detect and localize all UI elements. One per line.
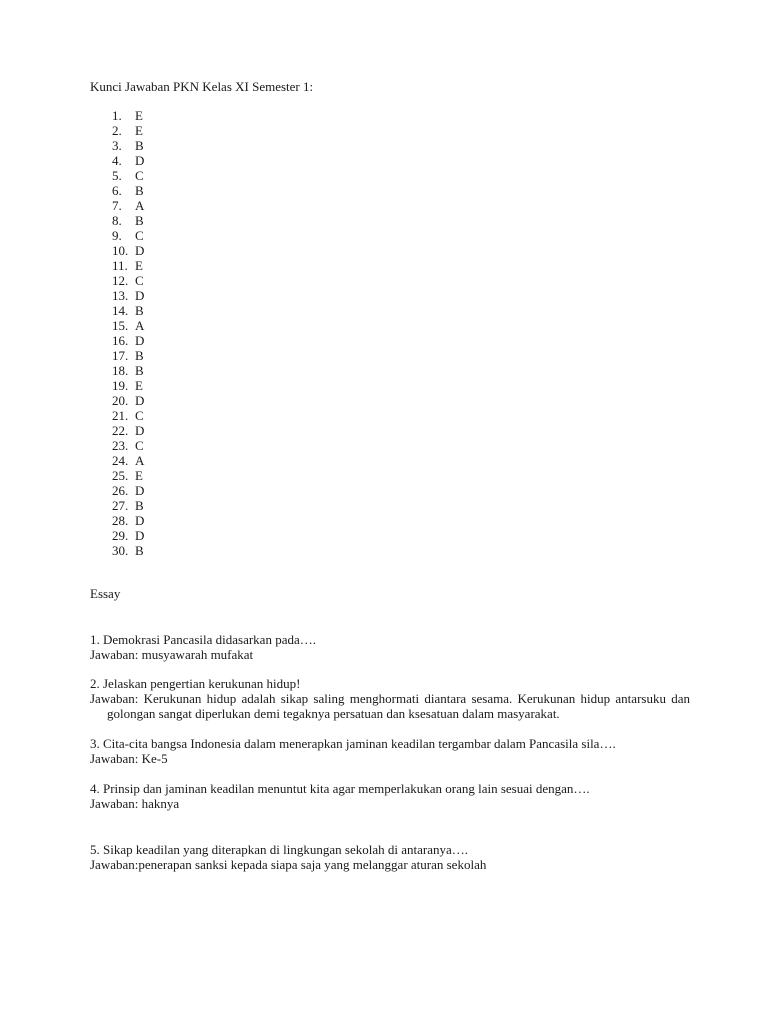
answer-number: 29. <box>112 528 129 543</box>
answer-number: 7. <box>112 198 122 213</box>
answer-letter: B <box>135 138 144 153</box>
answer-letter: B <box>135 348 144 363</box>
answer-number: 26. <box>112 483 129 498</box>
answer-number: 10. <box>112 243 129 258</box>
answer-number: 25. <box>112 468 129 483</box>
answer-letter: A <box>135 198 145 213</box>
answer-number: 23. <box>112 438 129 453</box>
answer-number: 18. <box>112 363 129 378</box>
answer-letter: E <box>135 468 143 483</box>
answer-letter: D <box>135 153 145 168</box>
essay-question: 1. Demokrasi Pancasila didasarkan pada…. <box>90 632 316 647</box>
answer-number: 11. <box>112 258 128 273</box>
answer-letter: E <box>135 108 143 123</box>
essay-answer: Jawaban: Kerukunan hidup adalah sikap saling menghormati diantara sesama. Kerukunan hidup antarsuku dan golongan sangat diperlukan demi tegaknya persatuan dan ksesatuan dalam masyarakat. <box>90 691 690 721</box>
answer-number: 3. <box>112 138 122 153</box>
answer-letter: D <box>135 528 145 543</box>
answer-letter: C <box>135 273 144 288</box>
answer-letter: B <box>135 183 144 198</box>
essay-item-5 <box>90 842 690 872</box>
answer-number: 4. <box>112 153 122 168</box>
answer-number: 30. <box>112 543 129 558</box>
answer-number: 5. <box>112 168 122 183</box>
answer-number: 14. <box>112 303 129 318</box>
answer-letter: D <box>135 483 145 498</box>
page-title: Kunci Jawaban PKN Kelas XI Semester 1: <box>90 79 314 94</box>
answer-number: 15. <box>112 318 129 333</box>
essay-answer: Jawaban: haknya <box>90 796 180 811</box>
answer-letter: C <box>135 438 144 453</box>
answer-letter: C <box>135 228 144 243</box>
essay-question: 2. Jelaskan pengertian kerukunan hidup! <box>90 676 301 691</box>
answer-letter: A <box>135 318 145 333</box>
answer-letter: C <box>135 408 144 423</box>
answer-number: 1. <box>112 108 122 123</box>
answer-letter: B <box>135 363 144 378</box>
answer-number: 22. <box>112 423 129 438</box>
essay-answer: Jawaban: Ke-5 <box>90 751 168 766</box>
answer-letter: A <box>135 453 145 468</box>
essay-item-3 <box>90 736 690 766</box>
answer-letter: C <box>135 168 144 183</box>
answer-number: 13. <box>112 288 129 303</box>
essay-heading: Essay <box>90 586 121 601</box>
answer-number: 9. <box>112 228 122 243</box>
essay-question: 3. Cita-cita bangsa Indonesia dalam menerapkan jaminan keadilan tergambar dalam Pancasila sila…. <box>90 736 616 751</box>
answer-number: 20. <box>112 393 129 408</box>
answer-letter: D <box>135 243 145 258</box>
answer-number: 6. <box>112 183 122 198</box>
essay-item-2 <box>90 676 690 721</box>
answer-number: 17. <box>112 348 129 363</box>
answer-number: 28. <box>112 513 129 528</box>
answer-letter: D <box>135 393 145 408</box>
answer-number: 8. <box>112 213 122 228</box>
answer-number: 16. <box>112 333 129 348</box>
essay-item-4 <box>90 781 690 811</box>
answer-number: 12. <box>112 273 129 288</box>
answer-letter: D <box>135 288 145 303</box>
answer-number: 2. <box>112 123 122 138</box>
answer-number: 27. <box>112 498 129 513</box>
answer-letter: B <box>135 303 144 318</box>
answer-letter: E <box>135 123 143 138</box>
answer-letter: E <box>135 378 143 393</box>
answer-number: 19. <box>112 378 129 393</box>
answer-letter: D <box>135 423 145 438</box>
essay-answer: Jawaban: musyawarah mufakat <box>90 647 254 662</box>
answer-number: 21. <box>112 408 129 423</box>
answer-number: 24. <box>112 453 129 468</box>
answer-letter: D <box>135 513 145 528</box>
answer-letter: E <box>135 258 143 273</box>
essay-question: 4. Prinsip dan jaminan keadilan menuntut kita agar memperlakukan orang lain sesuai dengan…. <box>90 781 590 796</box>
answer-letter: B <box>135 543 144 558</box>
essay-answer: Jawaban:penerapan sanksi kepada siapa saja yang melanggar aturan sekolah <box>90 857 487 872</box>
answer-letter: B <box>135 213 144 228</box>
essay-item-1 <box>90 632 690 662</box>
answer-letter: B <box>135 498 144 513</box>
essay-question: 5. Sikap keadilan yang diterapkan di lingkungan sekolah di antaranya…. <box>90 842 468 857</box>
answer-letter: D <box>135 333 145 348</box>
